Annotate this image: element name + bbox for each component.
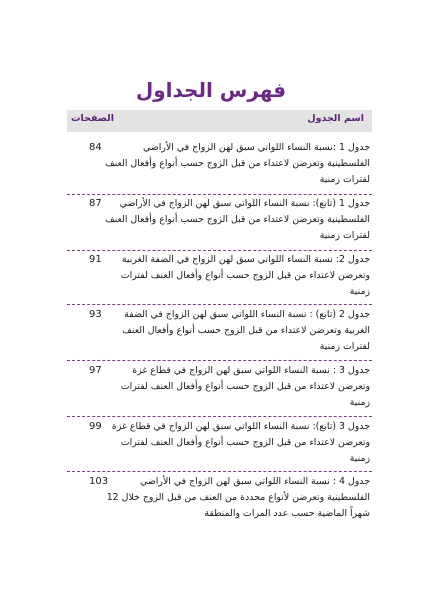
row-divider xyxy=(67,416,372,417)
table-entry-page: 87 xyxy=(89,198,102,209)
header-pages-label: الصفحات xyxy=(71,113,114,124)
table-entry-title: جدول 3 (تابع): نسبة النساء اللواتي سبق لهن الزواج في قطاع غزة وتعرضن لاعتداء من قبل الزوج حسب أنواع وأفعال العنف لفترات زمنية xyxy=(111,421,370,464)
table-entry-title: جدول 2 (تابع) : نسبة النساء اللواتي سبق لهن الزواج في الضفة الغربية وتعرضن لاعتداء من قبل الزوج حسب أنواع وأفعال العنف لفترات زمنية xyxy=(122,309,370,352)
page-title: فهرس الجداول xyxy=(135,78,287,102)
table-entry-title: جدول 4 : نسبة النساء اللواتي سبق لهن الزواج في الأراضي الفلسطينية وتعرضن لأنواع محددة من العنف من قبل الزوج خلال 12 شهراً الماضية حسب عدد المرات والمنطقة xyxy=(106,476,370,519)
table-entry-page: 91 xyxy=(89,254,102,265)
table-entry-page: 103 xyxy=(89,476,109,487)
row-divider xyxy=(67,250,372,251)
table-entry-title: جدول 2: نسبة النساء اللواتي سبق لهن الزواج في الضفة الغربية وتعرضن لاعتداء من قبل الزوج حسب أنواع وأفعال العنف لفترات زمنية xyxy=(120,254,370,297)
row-divider xyxy=(67,194,372,195)
table-header xyxy=(67,110,372,132)
row-divider xyxy=(67,360,372,361)
table-entry-page: 93 xyxy=(89,309,102,320)
row-divider xyxy=(67,304,372,305)
table-entry-page: 97 xyxy=(89,365,102,376)
table-entry-title: جدول 1 (تابع): نسبة النساء اللواتي سبق لهن الزواج في الأراضي الفلسطينية وتعرضن لاعتداء من قبل الزوج حسب أنواع وأفعال العنف لفترات زمنية xyxy=(104,198,370,241)
header-name-label: اسم الجدول xyxy=(307,113,364,124)
table-entry-title: جدول 1 :نسبة النساء اللواتي سبق لهن الزواج في الأراضي الفلسطينية وتعرضن لاعتداء من قبل الزوج حسب أنواع وأفعال العنف لفترات زمنية xyxy=(104,142,370,185)
table-entry-title: جدول 3 : نسبة النساء اللواتي سبق لهن الزواج في قطاع غزة وتعرضن لاعتداء من قبل الزوج حسب أنواع وأفعال العنف لفترات زمنية xyxy=(120,365,370,408)
row-divider xyxy=(67,471,372,472)
table-entry-page: 84 xyxy=(89,142,102,153)
table-entry-page: 99 xyxy=(89,421,102,432)
